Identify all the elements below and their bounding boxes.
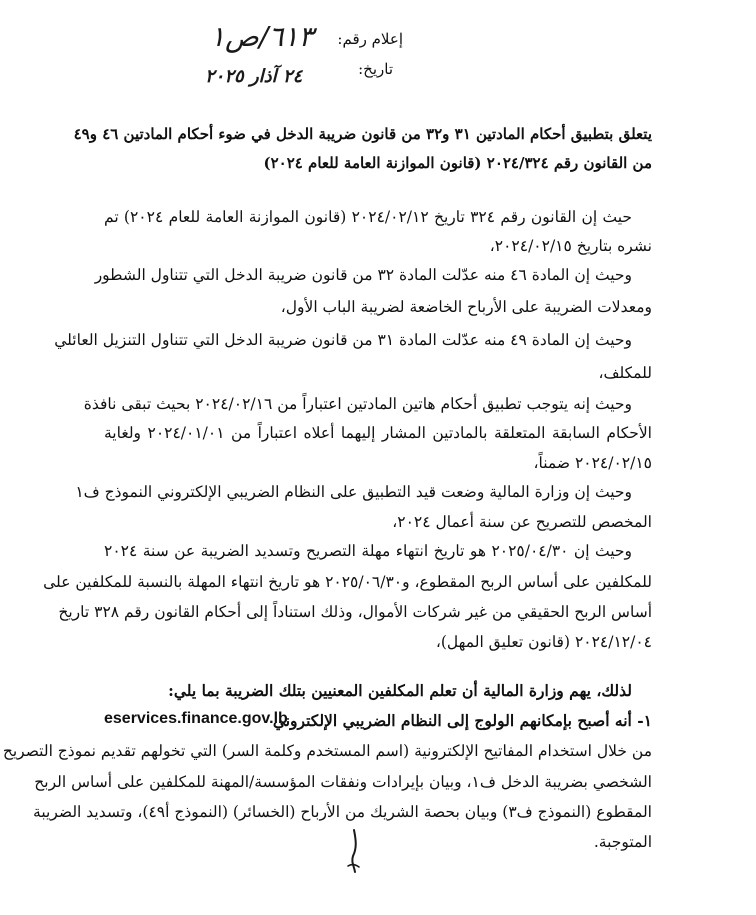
item-1-line-4: المقطوع (النموذج ف٣) وبيان بحصة الشريك من الأرباح (الخسائر) (النموذج أ٤٩)، وتسديد الضريبة bbox=[33, 803, 652, 821]
signature-mark bbox=[342, 826, 364, 878]
paragraph-4-line-1: وحيث إنه يتوجب تطبيق أحكام هاتين المادتين اعتباراً من ٢٠٢٤/٠٢/١٦ بحيث تبقى نافذة bbox=[83, 395, 632, 413]
paragraph-1-line-2: نشره بتاريخ ٢٠٢٤/٠٢/١٥، bbox=[489, 237, 652, 255]
paragraph-3-line-2: للمكلف، bbox=[598, 364, 652, 382]
paragraph-4-line-2: الأحكام السابقة المتعلقة بالمادتين المشار إليهما أعلاه اعتباراً من ٢٠٢٤/٠١/٠١ ولغاية bbox=[104, 424, 652, 442]
paragraph-5-line-1: وحيث إن وزارة المالية وضعت قيد التطبيق على النظام الضريبي الإلكتروني النموذج ف١ bbox=[75, 483, 632, 501]
paragraph-2-line-2: ومعدلات الضريبة على الأرباح الخاضعة لضريبة الباب الأول، bbox=[280, 298, 652, 316]
eservices-link[interactable]: eservices.finance.gov.lb bbox=[104, 710, 288, 727]
paragraph-6-line-3: أساس الربح الحقيقي من غير شركات الأموال، وذلك استناداً إلى أحكام القانون رقم ٣٢٨ تاريخ bbox=[58, 603, 652, 621]
subject-line-2: من القانون رقم ٢٠٢٤/٣٢٤ (قانون الموازنة العامة للعام ٢٠٢٤) bbox=[263, 154, 652, 172]
paragraph-1-line-1: حيث إن القانون رقم ٣٢٤ تاريخ ٢٠٢٤/٠٢/١٢ (قانون الموازنة العامة للعام ٢٠٢٤) تم bbox=[104, 208, 632, 226]
item-1-line-1: ١- أنه أصبح بإمكانهم الولوج إلى النظام الضريبي الإلكتروني bbox=[272, 711, 652, 730]
paragraph-4-line-3: ٢٠٢٤/٠٢/١٥ ضمناً، bbox=[533, 454, 652, 472]
notice-number-handwritten: ٦١٣/ص١ bbox=[210, 20, 314, 53]
paragraph-6-line-1: وحيث إن ٢٠٢٥/٠٤/٣٠ هو تاريخ انتهاء مهلة التصريح وتسديد الضريبة عن سنة ٢٠٢٤ bbox=[104, 542, 632, 560]
paragraph-2-line-1: وحيث إن المادة ٤٦ منه عدّلت المادة ٣٢ من قانون ضريبة الدخل التي تتناول الشطور bbox=[94, 266, 632, 284]
conclusion-intro: لذلك، يهم وزارة المالية أن تعلم المكلفين المعنيين بتلك الضريبة بما يلي: bbox=[168, 681, 632, 700]
paragraph-5-line-2: المخصص للتصريح عن سنة أعمال ٢٠٢٤، bbox=[392, 513, 652, 531]
item-1-line-2: من خلال استخدام المفاتيح الإلكترونية (اسم المستخدم وكلمة السر) التي تخولهم تقديم نموذج التصريح bbox=[2, 742, 652, 760]
paragraph-3-line-1: وحيث إن المادة ٤٩ منه عدّلت المادة ٣١ من قانون ضريبة الدخل التي تتناول التنزيل العائلي bbox=[54, 331, 632, 349]
date-label: تاريخ: bbox=[358, 60, 393, 78]
date-handwritten: ٢٤ آذار ٢٠٢٥ bbox=[205, 66, 303, 87]
paragraph-6-line-2: للمكلفين على أساس الربح المقطوع، و٢٠٢٥/٠٦/٣٠ هو تاريخ انتهاء المهلة بالنسبة للمكلفين على bbox=[43, 573, 652, 591]
item-1-line-3: الشخصي بضريبة الدخل ف١، وبيان بإيرادات ونفقات المؤسسة/المهنة للمكلفين على أساس الربح bbox=[34, 773, 652, 791]
paragraph-6-line-4: ٢٠٢٤/١٢/٠٤ (قانون تعليق المهل)، bbox=[435, 633, 652, 651]
item-1-line-5: المتوجبة. bbox=[593, 833, 652, 851]
notice-number-label: إعلام رقم: bbox=[337, 30, 403, 48]
subject-line-1: يتعلق بتطبيق أحكام المادتين ٣١ و٣٢ من قانون ضريبة الدخل في ضوء أحكام المادتين ٤٦ و٤٩ bbox=[73, 125, 652, 143]
